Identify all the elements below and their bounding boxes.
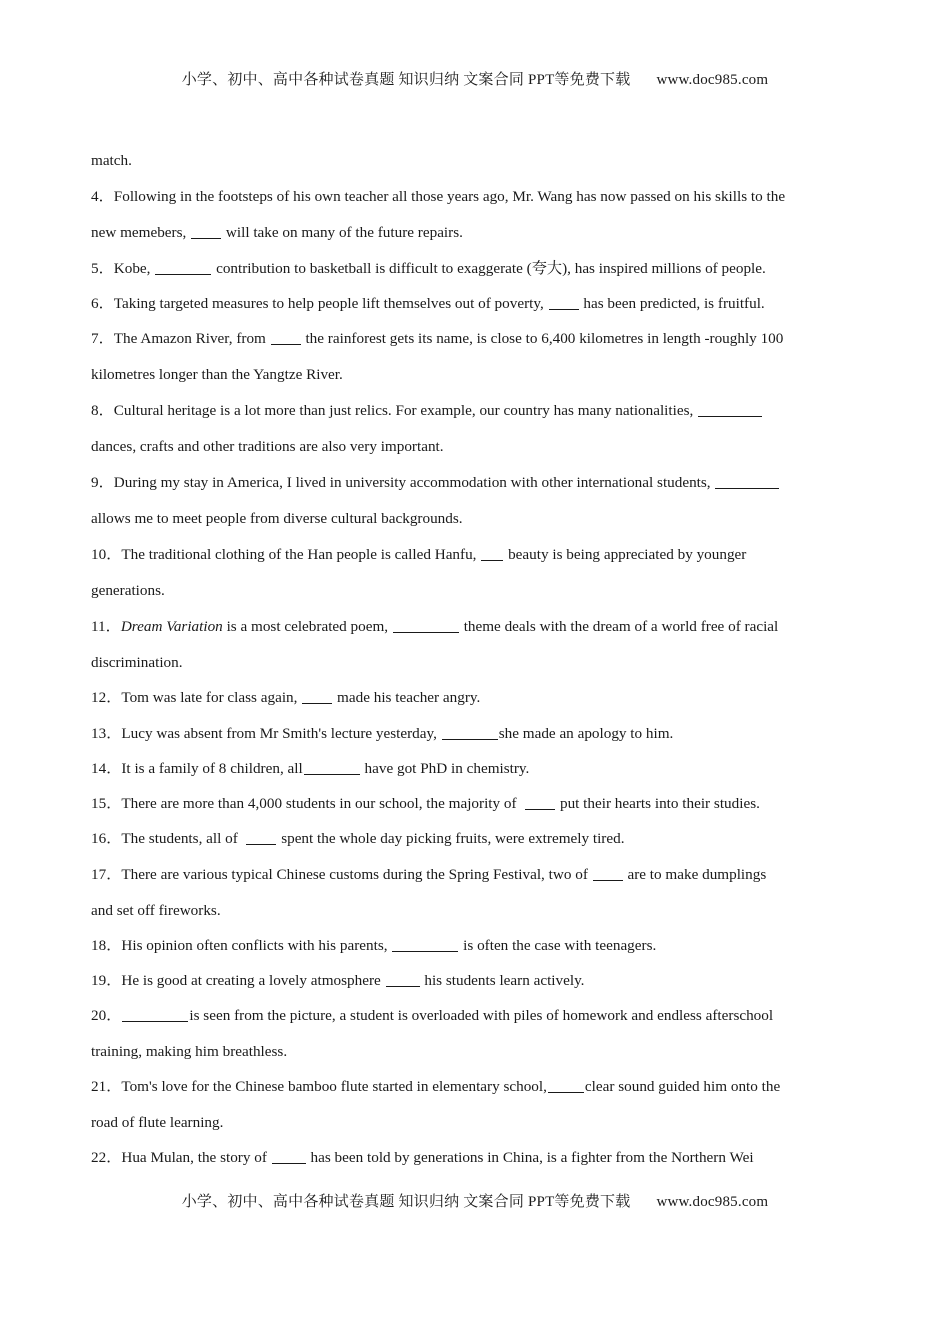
answer-blank[interactable]: [481, 546, 503, 561]
question-number: 6．: [91, 295, 114, 312]
answer-blank[interactable]: [392, 937, 458, 952]
question-number: 4．: [91, 188, 114, 205]
question-11: 11．Dream Variation is a most celebrated poem, theme deals with the dream of a world free of racial: [91, 618, 779, 635]
footer-url[interactable]: www.doc985.com: [656, 1194, 769, 1210]
answer-blank[interactable]: [593, 866, 623, 881]
question-3-tail: match.: [91, 152, 132, 169]
question-number: 10．: [91, 546, 122, 563]
question-21: 21．Tom's love for the Chinese bamboo flute started in elementary school, clear sound guided him onto the: [91, 1078, 781, 1095]
header-text: 小学、初中、高中各种试卷真题 知识归纳 文案合同 PPT等免费下载: [181, 72, 631, 88]
question-number: 7．: [91, 330, 114, 347]
question-9-cont: allows me to meet people from diverse cultural backgrounds.: [91, 510, 463, 527]
question-4: [91, 179, 861, 215]
question-number: 13．: [91, 725, 122, 742]
question-number: 18．: [91, 937, 122, 954]
answer-blank[interactable]: [191, 224, 221, 239]
answer-blank[interactable]: [549, 295, 579, 310]
answer-blank[interactable]: [393, 618, 459, 633]
question-number: 15．: [91, 795, 122, 812]
answer-blank[interactable]: [548, 1078, 584, 1093]
question-22: 22．Hua Mulan, the story of has been told by generations in China, is a fighter from the Northern Wei: [91, 1149, 754, 1166]
question-20: 20． is seen from the picture, a student is overloaded with piles of homework and endless afterschool: [91, 1007, 774, 1024]
question-10: 10．The traditional clothing of the Han people is called Hanfu, beauty is being appreciated by younger: [91, 546, 747, 563]
page-header: [0, 68, 950, 89]
question-8: 8．Cultural heritage is a lot more than just relics. For example, our country has many nationalities,: [91, 393, 861, 429]
answer-blank[interactable]: [304, 760, 360, 775]
question-10-cont: generations.: [91, 582, 165, 599]
question-4-cont: new memebers, will take on many of the future repairs.: [91, 224, 463, 241]
question-number: 14．: [91, 760, 122, 777]
answer-blank[interactable]: [442, 725, 498, 740]
answer-blank[interactable]: [525, 795, 555, 810]
question-17-cont: and set off fireworks.: [91, 902, 221, 919]
question-6: 6．Taking targeted measures to help people lift themselves out of poverty, has been predicted, is fruitful.: [91, 295, 765, 312]
question-17: 17．There are various typical Chinese customs during the Spring Festival, two of are to make dumplings: [91, 866, 767, 883]
question-9: 9．During my stay in America, I lived in university accommodation with other international students,: [91, 465, 861, 501]
question-number: 11．: [91, 618, 121, 635]
question-16: 16．The students, all of spent the whole day picking fruits, were extremely tired.: [91, 830, 625, 847]
question-number: 12．: [91, 689, 122, 706]
question-13: 13．Lucy was absent from Mr Smith's lecture yesterday, she made an apology to him.: [91, 725, 674, 742]
question-number: 17．: [91, 866, 122, 883]
question-14: 14．It is a family of 8 children, all have got PhD in chemistry.: [91, 760, 530, 777]
question-number: 9．: [91, 474, 114, 491]
question-list: [91, 143, 861, 1176]
question-7: 7．The Amazon River, from the rainforest gets its name, is close to 6,400 kilometres in length -roughly 100: [91, 330, 784, 347]
question-8-cont: dances, crafts and other traditions are also very important.: [91, 438, 444, 455]
answer-blank[interactable]: [271, 330, 301, 345]
question-12: 12．Tom was late for class again, made his teacher angry.: [91, 689, 481, 706]
question-number: 21．: [91, 1078, 122, 1095]
footer-text: 小学、初中、高中各种试卷真题 知识归纳 文案合同 PPT等免费下载: [181, 1194, 631, 1210]
question-18: 18．His opinion often conflicts with his parents, is often the case with teenagers.: [91, 937, 657, 954]
question-21-cont: road of flute learning.: [91, 1114, 224, 1131]
answer-blank[interactable]: [272, 1149, 306, 1164]
question-15: 15．There are more than 4,000 students in our school, the majority of put their hearts into their studies.: [91, 795, 760, 812]
poem-title: Dream Variation: [120, 618, 223, 635]
question-number: 19．: [91, 972, 122, 989]
question-11-cont: discrimination.: [91, 654, 183, 671]
answer-blank[interactable]: [122, 1007, 188, 1022]
question-7-cont: kilometres longer than the Yangtze River.: [91, 366, 343, 383]
question-text: Following in the footsteps of his own teacher all those years ago, Mr. Wang has now passed on his skills to the: [113, 188, 786, 205]
answer-blank[interactable]: [698, 402, 762, 417]
answer-blank[interactable]: [715, 474, 779, 489]
answer-blank[interactable]: [386, 972, 420, 987]
answer-blank[interactable]: [246, 830, 276, 845]
answer-blank[interactable]: [155, 260, 211, 275]
header-url[interactable]: www.doc985.com: [656, 72, 769, 88]
question-number: 22．: [91, 1149, 122, 1166]
question-number: 20．: [91, 1007, 122, 1024]
question-number: 16．: [91, 830, 122, 847]
answer-blank[interactable]: [302, 689, 332, 704]
page-footer: [0, 1190, 950, 1211]
question-number: 5．: [91, 260, 114, 277]
question-20-cont: training, making him breathless.: [91, 1043, 288, 1060]
question-number: 8．: [91, 402, 114, 419]
question-5: 5．Kobe, contribution to basketball is difficult to exaggerate (夸大), has inspired millions of people.: [91, 260, 766, 277]
question-19: 19．He is good at creating a lovely atmosphere his students learn actively.: [91, 972, 585, 989]
